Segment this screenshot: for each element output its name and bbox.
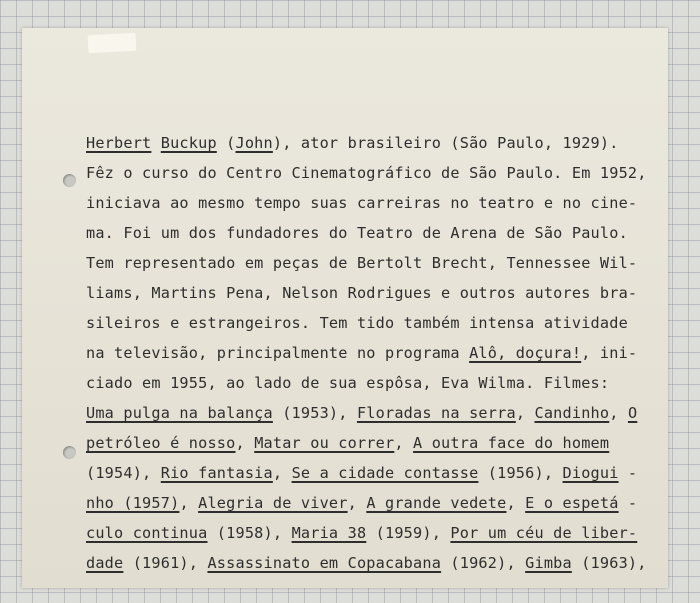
text-segment: ( [216, 134, 236, 152]
underlined-title: Gimba [525, 554, 572, 572]
underlined-title: Alegria de viver [198, 494, 348, 512]
underlined-title: Candinho [534, 404, 610, 422]
text-segment [151, 134, 160, 152]
text-segment: iniciava ao mesmo tempo suas carreiras no teatro e no cine- [86, 194, 638, 212]
text-segment: (1961), [123, 554, 208, 572]
text-line [86, 428, 646, 458]
text-line [86, 188, 646, 218]
text-segment: ciado em 1955, ao lado de sua espôsa, Eva Wilma. Filmes: [86, 374, 610, 392]
text-segment: , [609, 404, 628, 422]
text-segment: , [235, 434, 255, 452]
text-segment: sileiros e estrangeiros. Tem tido também intensa atividade [86, 314, 628, 332]
underlined-title: Por um céu de liber- [450, 524, 638, 542]
text-line [86, 368, 646, 398]
underlined-title: A grande vedete [366, 494, 507, 512]
text-line [86, 218, 646, 248]
text-line [86, 128, 646, 158]
text-line [86, 548, 646, 578]
text-segment: - [618, 464, 638, 482]
text-line [86, 278, 646, 308]
underlined-title: Rio fantasia [160, 464, 273, 482]
text-segment: ma. Foi um dos fundadores do Teatro de Arena de São Paulo. [86, 224, 628, 242]
text-line [86, 158, 646, 188]
text-segment: (1953), [272, 404, 357, 422]
underlined-title: culo continua [86, 524, 208, 542]
underlined-title: petróleo é nosso [86, 434, 236, 452]
text-segment: (1956), [478, 464, 563, 482]
text-segment: Tem representado em peças de Bertolt Brecht, Tennessee Wil- [86, 254, 638, 272]
text-segment: , [506, 494, 526, 512]
text-line [86, 248, 646, 278]
text-line [86, 458, 646, 488]
text-segment: (1962), [441, 554, 526, 572]
underlined-title: O [627, 404, 638, 422]
text-segment: na televisão, principalmente no programa [86, 344, 470, 362]
underlined-title: Alô, doçura! [469, 344, 582, 362]
underlined-title: Assassinato em Copacabana [207, 554, 442, 572]
text-line [86, 398, 646, 428]
tape-fragment [88, 33, 137, 53]
text-line [86, 338, 646, 368]
text-line [86, 488, 646, 518]
text-segment: (1959), [366, 524, 451, 542]
text-segment: , ini- [581, 344, 638, 362]
text-segment: ), ator brasileiro (São Paulo, 1929). [272, 134, 619, 152]
text-segment: , [394, 434, 414, 452]
text-segment: , [272, 464, 292, 482]
underlined-title: Se a cidade contasse [291, 464, 479, 482]
text-segment: Fêz o curso do Centro Cinematográfico de São Paulo. Em 1952, [86, 164, 647, 182]
text-line [86, 308, 646, 338]
biography-text [86, 128, 646, 578]
text-segment: (1963), [571, 554, 647, 572]
text-segment: , [515, 404, 535, 422]
underlined-title: dade [86, 554, 124, 572]
underlined-title: Uma pulga na balança [86, 404, 273, 422]
underlined-title: Buckup [160, 134, 217, 152]
underlined-title: John [235, 134, 273, 152]
punch-hole-top [63, 174, 76, 187]
text-line [86, 518, 646, 548]
underlined-title: E o espetá [525, 494, 619, 512]
underlined-title: Maria 38 [291, 524, 367, 542]
text-segment: - [618, 494, 638, 512]
text-segment: (1954), [86, 464, 161, 482]
text-segment: (1958), [207, 524, 292, 542]
underlined-title: A outra face do homem [413, 434, 610, 452]
text-segment: , [347, 494, 367, 512]
underlined-title: Diogui [562, 464, 619, 482]
underlined-title: nho (1957) [86, 494, 180, 512]
underlined-title: Floradas na serra [356, 404, 516, 422]
underlined-title: Herbert [86, 134, 152, 152]
underlined-title: Matar ou correr [254, 434, 395, 452]
punch-hole-bottom [63, 446, 76, 459]
text-segment: liams, Martins Pena, Nelson Rodrigues e outros autores bra- [86, 284, 638, 302]
text-segment: , [179, 494, 199, 512]
